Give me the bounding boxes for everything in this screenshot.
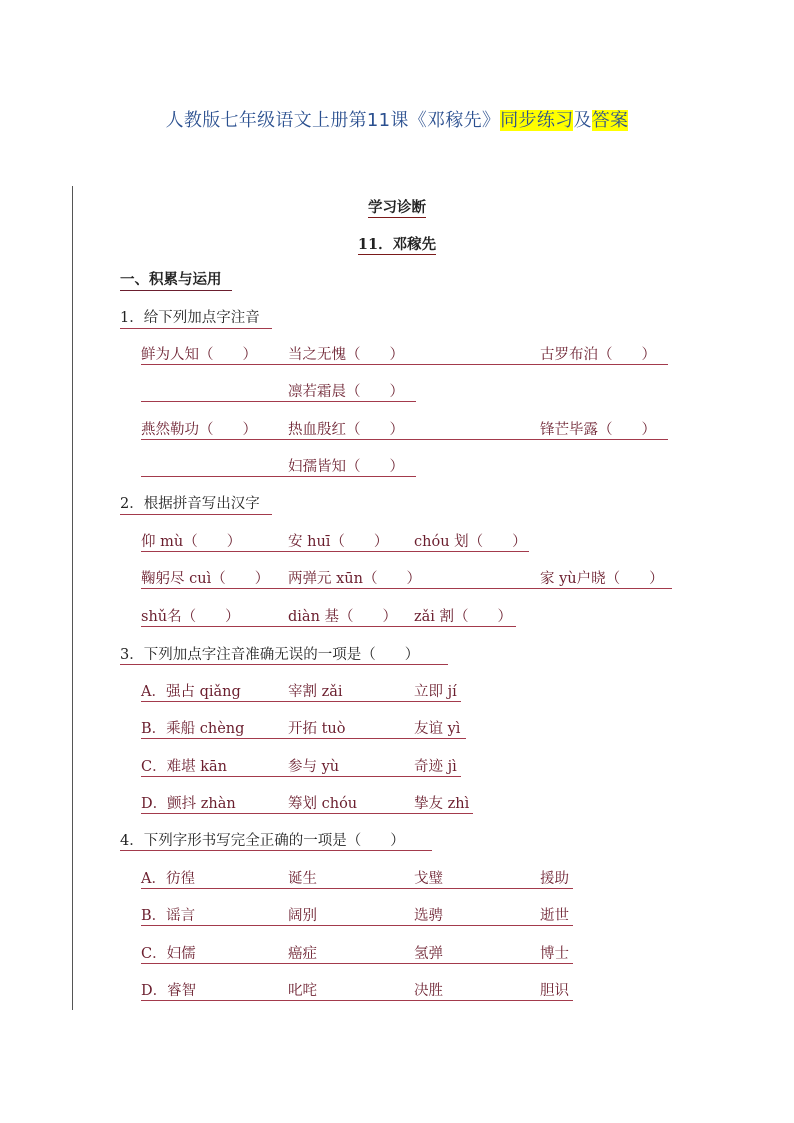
q1-item: 凛若霜晨（ ） (288, 384, 404, 400)
q2-item: chóu 划（ ） (414, 534, 527, 550)
q2-item: shǔ名（ ） (141, 609, 240, 625)
q3-option-d: 筹划 chóu (288, 796, 358, 812)
q4-option-a: 戈璧 (414, 871, 443, 887)
q3-option-d: D．颤抖 zhàn (141, 796, 236, 812)
q4-option-c: C．妇儒 (141, 946, 196, 962)
q4-option-d: 胆识 (540, 983, 569, 999)
q1-item: 热血殷红（ ） (288, 422, 404, 438)
q1-item: 燕然勒功（ ） (141, 422, 257, 438)
q1-item: 鲜为人知（ ） (141, 347, 257, 363)
q1-item: 锋芒毕露（ ） (540, 422, 656, 438)
q2-stem: 2．根据拼音写出汉字 (120, 496, 260, 512)
q1-item: 妇孺皆知（ ） (288, 459, 404, 475)
q4-option-a: A．彷徨 (141, 871, 195, 887)
q4-option-b: 逝世 (540, 908, 569, 924)
q2-item: diàn 基（ ） (288, 609, 398, 625)
q2-item: 仰 mù（ ） (141, 534, 242, 550)
q3-option-a: 宰割 zǎi (288, 684, 343, 700)
q1-stem: 1．给下列加点字注音 (120, 310, 260, 326)
title-and: 及 (573, 110, 592, 131)
title-main: 人教版七年级语文上册第11课《邓稼先》 (165, 110, 501, 131)
q3-option-a: A．强占 qiǎng (141, 684, 241, 700)
q4-option-d: 决胜 (414, 983, 443, 999)
q4-option-c: 博士 (540, 946, 569, 962)
q4-option-b: 选骋 (414, 908, 443, 924)
q4-option-b: B．谣言 (141, 908, 196, 924)
q4-option-b: 阔别 (288, 908, 317, 924)
left-margin-rule (72, 186, 73, 1010)
q4-stem: 4．下列字形书写完全正确的一项是（ ） (120, 833, 405, 849)
title-highlight-practice: 同步练习 (500, 110, 574, 131)
title-highlight-answer: 答案 (591, 110, 629, 131)
q2-item: 鞠躬尽 cuì（ ） (141, 571, 270, 587)
q3-option-a: 立即 jí (414, 684, 457, 700)
q4-option-c: 癌症 (288, 946, 317, 962)
q3-stem: 3．下列加点字注音准确无误的一项是（ ） (120, 647, 420, 663)
q3-option-c: 参与 yù (288, 759, 340, 775)
q1-item: 当之无愧（ ） (288, 347, 404, 363)
q4-option-a: 援助 (540, 871, 569, 887)
q4-option-d: 叱咤 (288, 983, 317, 999)
q3-option-c: 奇迹 jì (414, 759, 457, 775)
q1-item: 古罗布泊（ ） (540, 347, 656, 363)
q3-option-b: 友谊 yì (414, 721, 461, 737)
q4-option-d: D．睿智 (141, 983, 197, 999)
q3-option-d: 挚友 zhì (414, 796, 470, 812)
q2-item: 两弹元 xūn（ ） (288, 571, 421, 587)
section-title: 学习诊断 (368, 199, 426, 216)
q2-item: zǎi 割（ ） (414, 609, 513, 625)
lesson-title: 11．邓稼先 (357, 236, 437, 253)
document-title (0, 106, 794, 132)
q4-option-a: 诞生 (288, 871, 317, 887)
q3-option-b: B．乘船 chèng (141, 721, 245, 737)
part1-title: 一、积累与运用 (120, 271, 222, 288)
q2-item: 家 yù户晓（ ） (540, 571, 664, 587)
q3-option-c: C．难堪 kān (141, 759, 227, 775)
q2-item: 安 huī（ ） (288, 534, 389, 550)
q4-option-c: 氢弹 (414, 946, 443, 962)
q3-option-b: 开拓 tuò (288, 721, 346, 737)
